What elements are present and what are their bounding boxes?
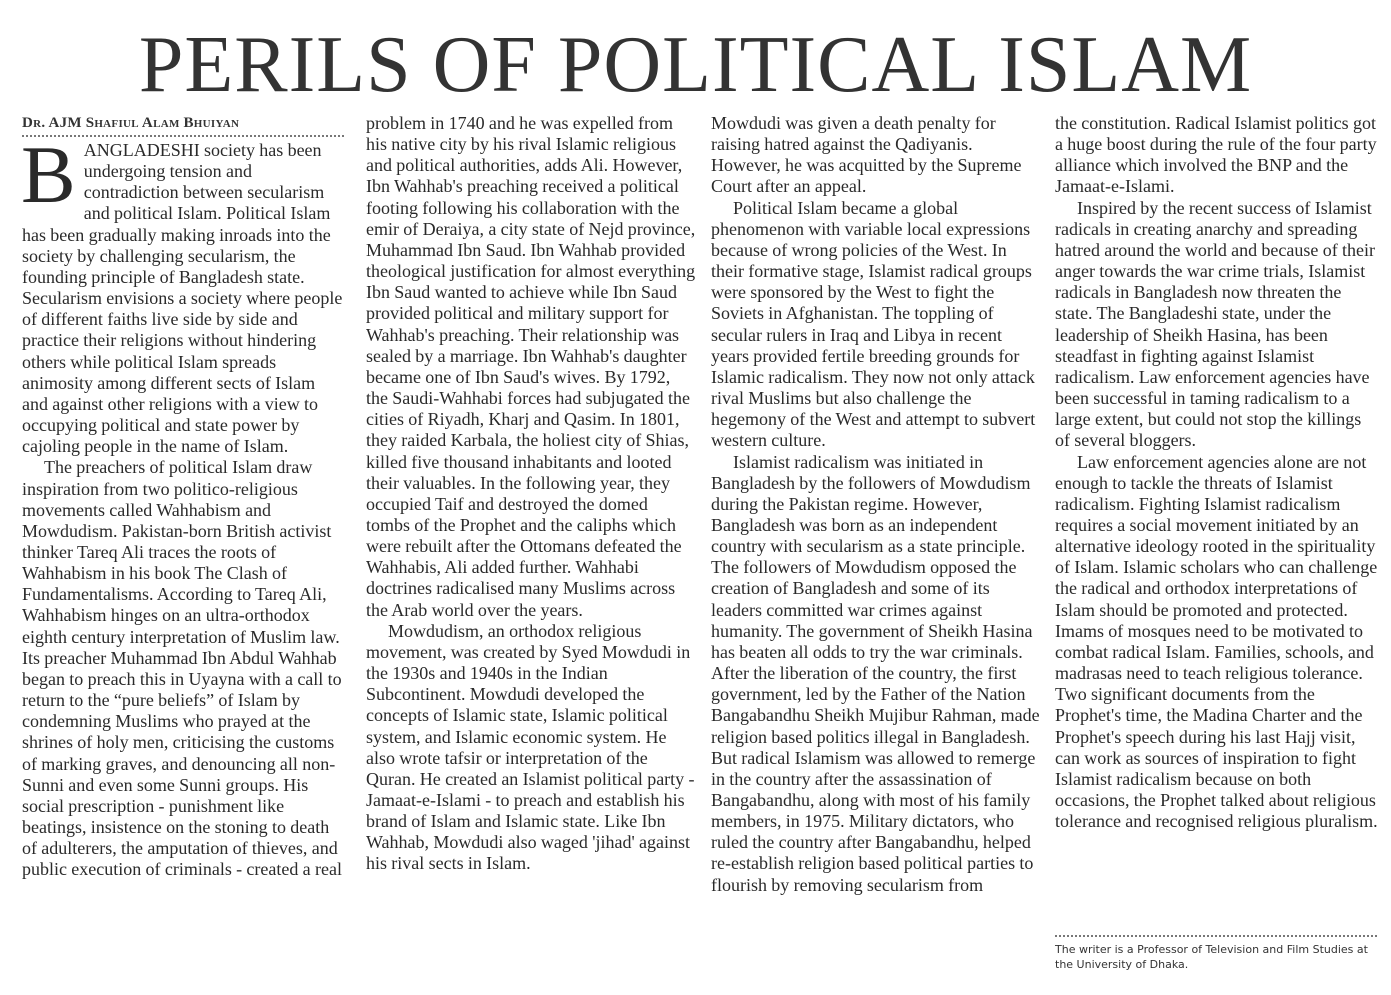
- article-paragraph: Inspired by the recent success of Islamist radicals in creating anarchy and spreading hatred around the world and because of their anger towards the war crime trials, Islamist radicals in Bangladesh now threaten the state. The Bangladeshi state, under the leadership of Sheikh Hasina, has been steadfast in fighting against Islamist radicalism. Law enforcement agencies have been successful in taming radicalism to a large extent, but could not stop the killings of several bloggers.: [1055, 197, 1375, 451]
- article-paragraph: Mowdudism, an orthodox religious movement, was created by Syed Mowdudi in the 1930s and 1940s in the Indian Subcontinent. Mowdudi developed the concepts of Islamic state, Islamic political system, and Islamic economic system. He also wrote tafsir or interpretation of the Quran. He created an Islamist political party - Jamaat-e-Islami - to preach and establish his brand of Islam and Islamic state. Like Ibn Wahhab, Mowdudi also waged 'jihad' against his rival sects in Islam.: [366, 620, 695, 874]
- byline: Dr. AJM Shafiul Alam Bhuiyan: [22, 113, 344, 137]
- author-note: The writer is a Professor of Television and Film Studies at the University of Dhaka.: [1055, 935, 1377, 972]
- article-paragraph: the constitution. Radical Islamist politics got a huge boost during the rule of the four party alliance which involved the BNP and the Jamaat-e-Islami.: [1055, 113, 1377, 197]
- article-paragraph: Political Islam became a global phenomenon with variable local expressions because of wrong policies of the West. In their formative stage, Islamist radical groups were sponsored by the West to fight the Soviets in Afghanistan. The toppling of secular rulers in Iraq and Libya in recent years provided fertile breeding grounds for Islamic radicalism. They now not only attack rival Muslims but also challenge the hegemony of the West and attempt to subvert western culture.: [711, 197, 1036, 451]
- article-paragraph: [21, 129, 344, 457]
- article-paragraph: Law enforcement agencies alone are not enough to tackle the threats of Islamist radicalism. Fighting Islamist radicalism requires a social movement initiated by an alternative ideology rooted in the spirituality of Islam. Islamic scholars who can challenge the radical and orthodox interpretations of Islam should be promoted and protected. Imams of mosques need to be motivated to combat radical Islam. Families, schools, and madrasas need to teach religious tolerance. Two significant documents from the Prophet's time, the Madina Charter and the Prophet's speech during his last Hajj visit, can work as sources of inspiration to fight Islamist radicalism because on both occasions, the Prophet talked about religious tolerance and recognised religious pluralism.: [1055, 451, 1378, 832]
- drop-cap: B: [21, 129, 76, 220]
- paragraph-text: ANGLADESHI society has been undergoing tension and contradiction between secularism and political Islam. Political Islam has been gradually making inroads into the society by challenging secularism, the founding principle of Bangladesh state. Secularism envisions a society where people of different faiths live side by side and practice their religions without hindering others while political Islam spreads animosity among different sects of Islam and against other religions with a view to occupying political and state power by cajoling people in the name of Islam.: [22, 140, 343, 457]
- column-4: [1055, 113, 1379, 832]
- article-paragraph: Islamist radicalism was initiated in Bangladesh by the followers of Mowdudism during the Pakistan regime. However, Bangladesh was born as an independent country with secularism as a state principle. The followers of Mowdudism opposed the creation of Bangladesh and some of its leaders committed war crimes against humanity. The government of Sheikh Hasina has beaten all odds to try the war criminals. After the liberation of the country, the first government, led by the Father of the Nation Bangabandhu Sheikh Mujibur Rahman, made religion based politics illegal in Bangladesh. But radical Islamism was allowed to remerge in the country after the assassination of Bangabandhu, along with most of his family members, in 1975. Military dictators, who ruled the country after Bangabandhu, helped re-establish religion based political parties to flourish by removing secularism from: [711, 451, 1040, 895]
- column-3: [711, 113, 1041, 896]
- article-paragraph: The preachers of political Islam draw inspiration from two politico-religious movements called Wahhabism and Mowdudism. Pakistan-born British activist thinker Tareq Ali traces the roots of Wahhabism in his book The Clash of Fundamentalisms. According to Tareq Ali, Wahhabism hinges on an ultra-orthodox eighth century interpretation of Muslim law. Its preacher Muhammad Ibn Abdul Wahhab began to preach this in Uyayna with a call to return to the “pure beliefs” of Islam by condemning Muslims who prayed at the shrines of holy men, criticising the customs of marking graves, and denouncing all non-Sunni and even some Sunni groups. His social prescription - punishment like beatings, insistence on the stoning to death of adulterers, the amputation of thieves, and public execution of criminals - created a real: [22, 457, 342, 880]
- article-paragraph: Mowdudi was given a death penalty for raising hatred against the Qadiyanis. However, he was acquitted by the Supreme Court after an appeal.: [711, 113, 1022, 197]
- column-2: [366, 113, 696, 875]
- article-paragraph: problem in 1740 and he was expelled from his native city by his rival Islamic religious and political authorities, adds Ali. However, Ibn Wahhab's preaching received a political footing following his collaboration with the emir of Deraiya, a city state of Nejd province, Muhammad Ibn Saud. Ibn Wahhab provided theological justification for almost everything Ibn Saud wanted to achieve while Ibn Saud provided political and military support for Wahhab's preaching. Their relationship was sealed by a marriage. Ibn Wahhab's daughter became one of Ibn Saud's wives. By 1792, the Saudi-Wahhabi forces had subjugated the cities of Riyadh, Kharj and Qasim. In 1801, they raided Karbala, the holiest city of Shias, killed five thousand inhabitants and looted their valuables. In the following year, they occupied Taif and destroyed the domed tombs of the Prophet and the caliphs which were rebuilt after the Ottomans defeated the Wahhabis, Ali added further. Wahhabi doctrines radicalised many Muslims across the Arab world over the years.: [366, 113, 696, 620]
- column-1: [22, 113, 344, 880]
- headline: PERILS OF POLITICAL ISLAM: [138, 21, 1253, 109]
